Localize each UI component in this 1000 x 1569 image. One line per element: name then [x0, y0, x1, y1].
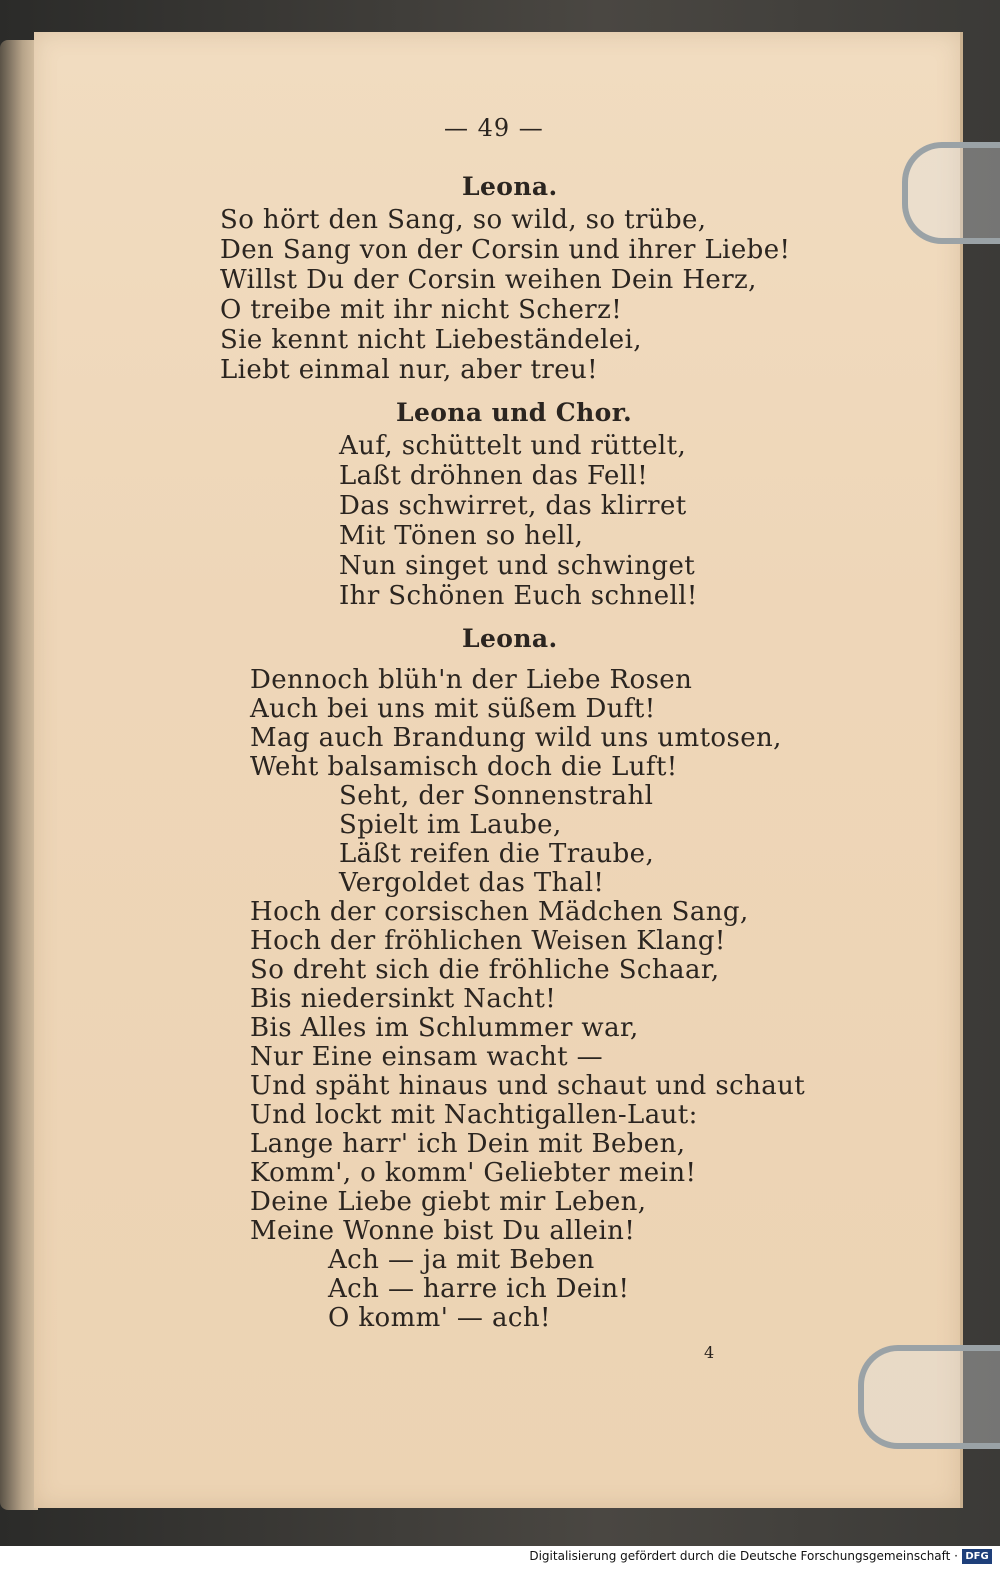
- verse-line: Deine Liebe giebt mir Leben,: [250, 1187, 647, 1217]
- page-number: — 49 —: [444, 114, 544, 142]
- verse-line: Hoch der corsischen Mädchen Sang,: [250, 897, 749, 927]
- verse-line: Mag auch Brandung wild uns umtosen,: [250, 723, 782, 753]
- verse-line: Meine Wonne bist Du allein!: [250, 1216, 636, 1246]
- verse-line: Auch bei uns mit süßem Duft!: [250, 694, 656, 724]
- speaker-heading: Leona.: [462, 624, 558, 653]
- verse-line: Bis Alles im Schlummer war,: [250, 1013, 639, 1043]
- footer-credit: Digitalisierung gefördert durch die Deutsche Forschungsgemeinschaft ·: [529, 1549, 958, 1563]
- verse-line: O komm' — ach!: [328, 1303, 551, 1333]
- verse-line: Das schwirret, das klirret: [339, 491, 687, 521]
- verse-line: Lange harr' ich Dein mit Beben,: [250, 1129, 686, 1159]
- verse-line: Komm', o komm' Geliebter mein!: [250, 1158, 697, 1188]
- book-page: [34, 32, 963, 1508]
- verse-line: Willst Du der Corsin weihen Dein Herz,: [220, 265, 757, 295]
- verse-line: Weht balsamisch doch die Luft!: [250, 752, 678, 782]
- speaker-heading: Leona.: [462, 172, 558, 201]
- verse-line: Mit Tönen so hell,: [339, 521, 584, 551]
- page-clip-top: [902, 142, 1000, 244]
- verse-line: Bis niedersinkt Nacht!: [250, 984, 557, 1014]
- verse-line: Ihr Schönen Euch schnell!: [339, 581, 698, 611]
- verse-line: O treibe mit ihr nicht Scherz!: [220, 295, 623, 325]
- verse-line: Laßt dröhnen das Fell!: [339, 461, 649, 491]
- verse-line: Spielt im Laube,: [339, 810, 562, 840]
- verse-line: Den Sang von der Corsin und ihrer Liebe!: [220, 235, 791, 265]
- dfg-logo: DFG: [962, 1549, 992, 1564]
- verse-line: Seht, der Sonnenstrahl: [339, 781, 654, 811]
- verse-line: Auf, schüttelt und rüttelt,: [339, 431, 687, 461]
- verse-line: Sie kennt nicht Liebeständelei,: [220, 325, 642, 355]
- verse-line: Nun singet und schwinget: [339, 551, 696, 581]
- verse-line: Ach — ja mit Beben: [328, 1245, 595, 1275]
- verse-line: Und lockt mit Nachtigallen-Laut:: [250, 1100, 698, 1130]
- verse-line: So dreht sich die fröhliche Schaar,: [250, 955, 720, 985]
- verse-line: Dennoch blüh'n der Liebe Rosen: [250, 665, 693, 695]
- verse-line: Und späht hinaus und schaut und schaut: [250, 1071, 806, 1101]
- book-left-edge: [0, 40, 38, 1510]
- verse-line: Ach — harre ich Dein!: [328, 1274, 630, 1304]
- page-clip-bottom: [858, 1345, 1000, 1449]
- verse-line: Nur Eine einsam wacht —: [250, 1042, 604, 1072]
- speaker-heading: Leona und Chor.: [396, 398, 633, 427]
- verse-line: Liebt einmal nur, aber treu!: [220, 355, 598, 385]
- verse-line: Läßt reifen die Traube,: [339, 839, 655, 869]
- verse-line: Vergoldet das Thal!: [339, 868, 605, 898]
- verse-line: Hoch der fröhlichen Weisen Klang!: [250, 926, 726, 956]
- signature-mark: 4: [704, 1343, 715, 1362]
- verse-line: So hört den Sang, so wild, so trübe,: [220, 205, 707, 235]
